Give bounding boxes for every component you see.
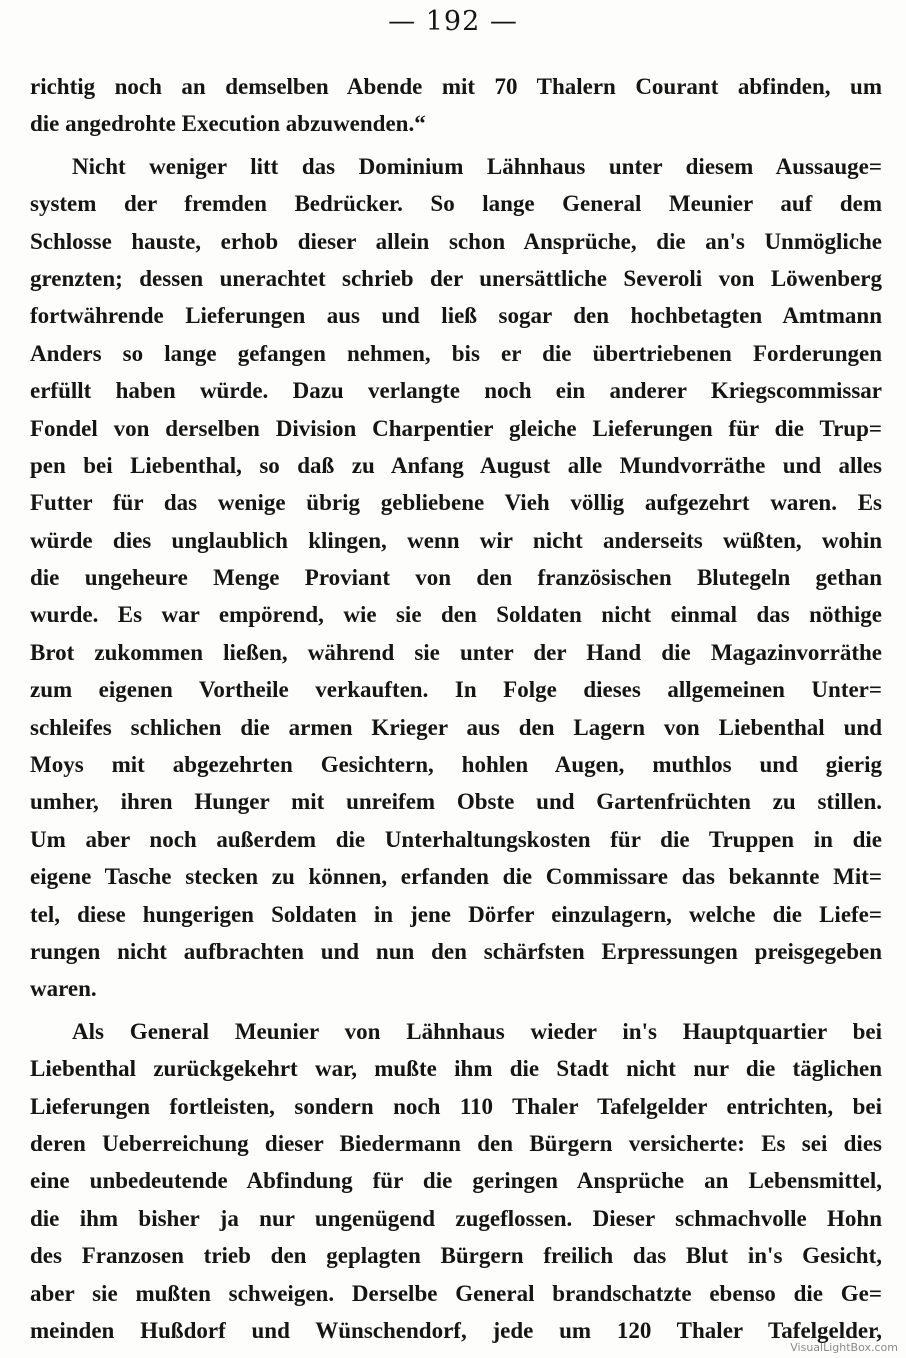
text-line: richtig noch an demselben Abende mit 70 Thalern Courant abfinden, um: [30, 74, 882, 99]
text-line: wurde. Es war empörend, wie sie den Soldaten nicht einmal das nöthige: [30, 602, 882, 628]
text-line: würde dies unglaublich klingen, wenn wir nicht anderseits wüßten, wohin: [30, 527, 882, 553]
text-line: grenzten; dessen unerachtet schrieb der unersättliche Severoli von Löwenberg: [30, 265, 882, 291]
text-line: die angedrohte Execution abzuwenden.“: [30, 111, 426, 137]
text-line: rungen nicht aufbrachten und nun den schärfsten Erpressungen preisgegeben: [30, 938, 882, 964]
text-line: Nicht weniger litt das Dominium Lähnhaus unter diesem Aussauge=: [72, 153, 882, 179]
text-line: Brot zukommen ließen, während sie unter der Hand die Magazinvorräthe: [30, 639, 882, 665]
text-line: Liebenthal zurückgekehrt war, mußte ihm die Stadt nicht nur die täglichen: [30, 1056, 882, 1082]
watermark: VisualLightBox.com: [790, 1341, 898, 1354]
text-line: die ihm bisher ja nur ungenügend zugeflossen. Dieser schmachvolle Hohn: [30, 1205, 882, 1231]
body-text: [30, 68, 882, 1349]
text-line: des Franzosen trieb den geplagten Bürgern freilich das Blut in's Gesicht,: [30, 1243, 882, 1269]
text-line: Schlosse hauste, erhob dieser allein schon Ansprüche, die an's Unmögliche: [30, 228, 882, 254]
paragraph-3: [30, 1013, 882, 1350]
text-line: Anders so lange gefangen nehmen, bis er die übertriebenen Forderungen: [30, 340, 882, 366]
text-line: waren.: [30, 976, 97, 1002]
paragraph-1: [30, 68, 882, 143]
text-line: Futter für das wenige übrig gebliebene Vieh völlig aufgezehrt waren. Es: [30, 490, 882, 516]
text-line: Fondel von derselben Division Charpentier gleiche Lieferungen für die Trup=: [30, 415, 882, 441]
text-line: deren Ueberreichung dieser Biedermann den Bürgern versicherte: Es sei dies: [30, 1130, 882, 1156]
text-line: pen bei Liebenthal, so daß zu Anfang August alle Mundvorräthe und alles: [30, 452, 882, 478]
text-line: eigene Tasche stecken zu können, erfanden die Commissare das bekannte Mit=: [30, 864, 882, 890]
text-line: eine unbedeutende Abfindung für die geringen Ansprüche an Lebensmittel,: [30, 1168, 882, 1194]
paragraph-2: [30, 148, 882, 1008]
text-line: erfüllt haben würde. Dazu verlangte noch ein anderer Kriegscommissar: [30, 378, 882, 404]
text-line: tel, diese hungerigen Soldaten in jene Dörfer einzulagern, welche die Liefe=: [30, 901, 882, 927]
text-line: meinden Hußdorf und Wünschendorf, jede um 120 Thaler Tafelgelder,: [30, 1317, 882, 1343]
text-line: die ungeheure Menge Proviant von den französischen Blutegeln gethan: [30, 565, 882, 591]
text-line: system der fremden Bedrücker. So lange General Meunier auf dem: [30, 191, 882, 217]
text-line: Als General Meunier von Lähnhaus wieder in's Hauptquartier bei: [72, 1018, 882, 1044]
text-line: Moys mit abgezehrten Gesichtern, hohlen Augen, muthlos und gierig: [30, 752, 882, 778]
text-line: aber sie mußten schweigen. Derselbe General brandschatzte ebenso die Ge=: [30, 1280, 882, 1306]
page-number: — 192 —: [388, 6, 518, 37]
text-line: zum eigenen Vortheile verkauften. In Folge dieses allgemeinen Unter=: [30, 677, 882, 703]
text-line: schleifes schlichen die armen Krieger aus den Lagern von Liebenthal und: [30, 714, 882, 740]
text-line: Lieferungen fortleisten, sondern noch 110 Thaler Tafelgelder entrichten, bei: [30, 1093, 882, 1119]
text-line: umher, ihren Hunger mit unreifem Obste und Gartenfrüchten zu stillen.: [30, 789, 882, 815]
text-line: Um aber noch außerdem die Unterhaltungskosten für die Truppen in die: [30, 826, 882, 852]
text-line: fortwährende Lieferungen aus und ließ sogar den hochbetagten Amtmann: [30, 303, 882, 329]
